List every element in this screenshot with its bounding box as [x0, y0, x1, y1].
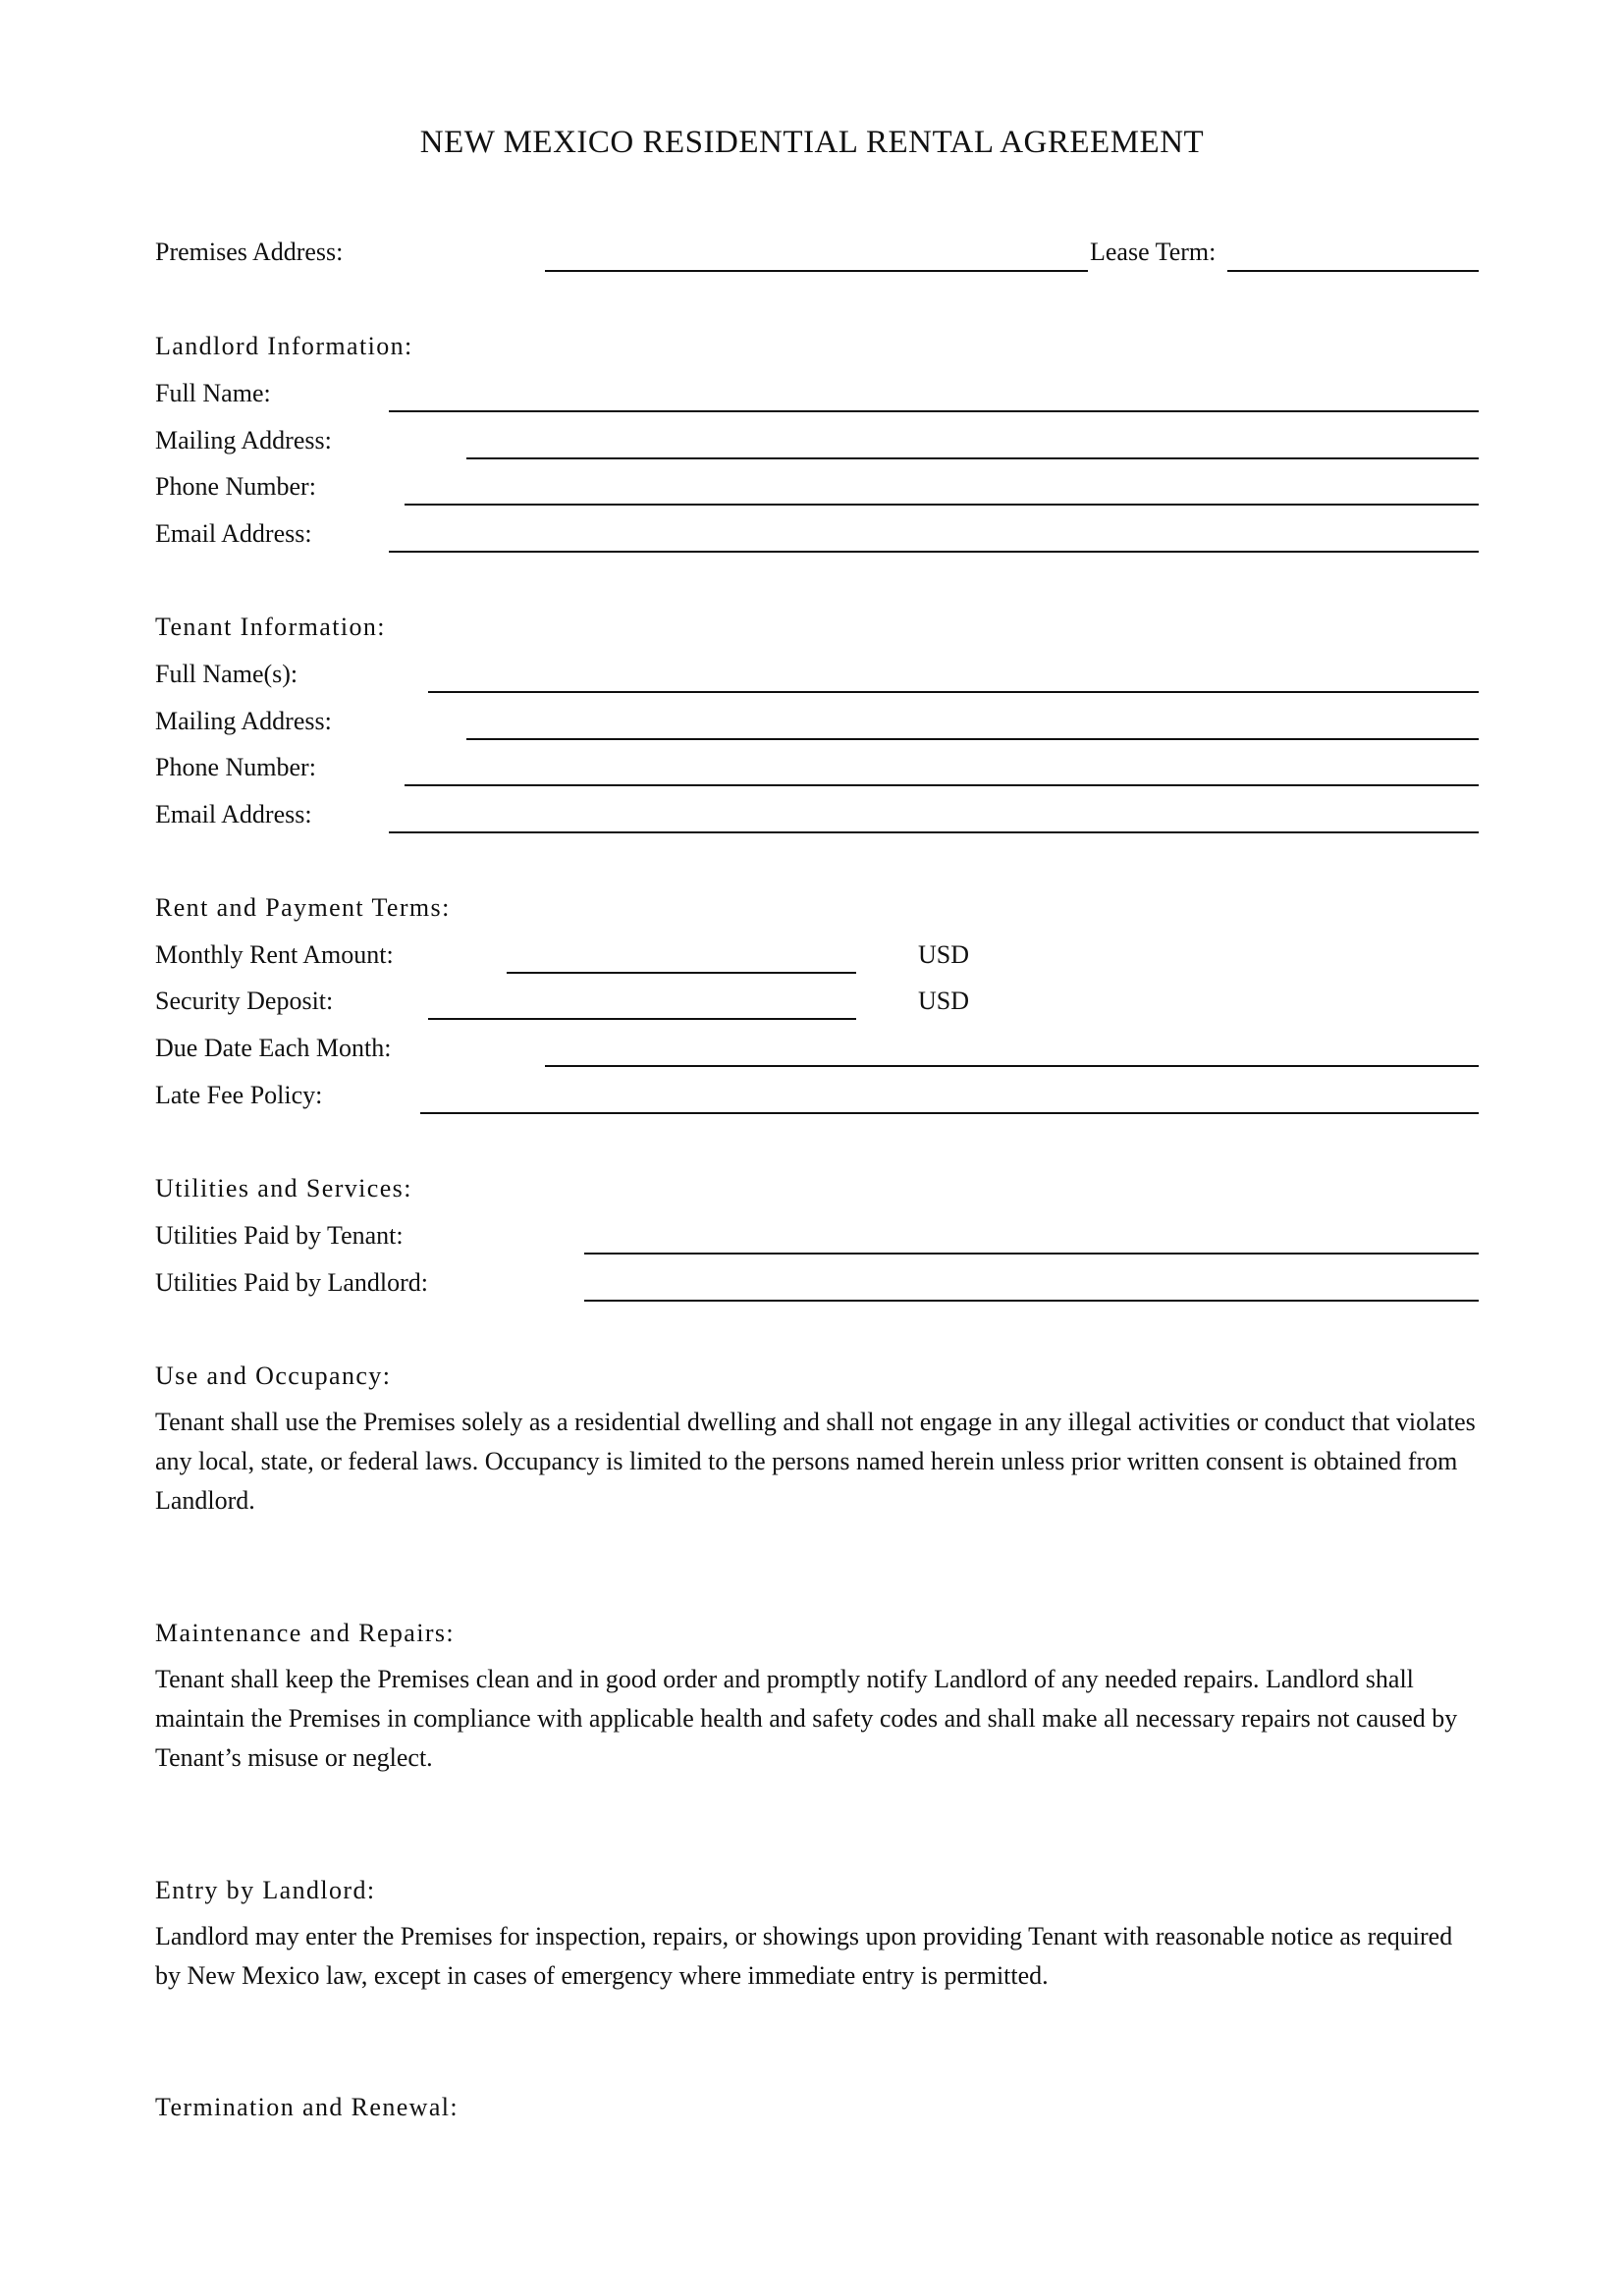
security-deposit-currency: USD	[918, 987, 970, 1015]
landlord-email-field[interactable]	[389, 551, 1479, 553]
maintenance-paragraph: Tenant shall keep the Premises clean and in good order and promptly notify Landlord of any needed repairs. Landlord shall maintain the Premises in compliance with applicable health and safety codes and shall make all necessary repairs not caused by Tenant’s misuse or neglect.	[155, 1665, 1458, 1772]
tenant-phone-field[interactable]	[405, 784, 1479, 786]
landlord-full-name-field[interactable]	[389, 410, 1479, 412]
lease-term-field[interactable]	[1227, 270, 1479, 272]
late-fee-field[interactable]	[420, 1112, 1479, 1114]
tenant-email-label: Email Address:	[155, 800, 312, 828]
lease-term-label: Lease Term:	[1090, 238, 1217, 266]
tenant-mailing-address-label: Mailing Address:	[155, 707, 332, 735]
entry-heading: Entry by Landlord:	[155, 1876, 376, 1904]
due-date-label: Due Date Each Month:	[155, 1034, 392, 1062]
utilities-section-heading: Utilities and Services:	[155, 1174, 412, 1202]
premises-address-label: Premises Address:	[155, 238, 344, 266]
security-deposit-label: Security Deposit:	[155, 987, 334, 1015]
use-occupancy-heading: Use and Occupancy:	[155, 1362, 392, 1390]
tenant-section-heading: Tenant Information:	[155, 613, 386, 641]
utilities-landlord-field[interactable]	[584, 1300, 1479, 1302]
landlord-mailing-address-field[interactable]	[466, 457, 1479, 459]
use-occupancy-paragraph: Tenant shall use the Premises solely as a residential dwelling and shall not engage in any illegal activities or conduct that violates any local, state, or federal laws. Occupancy is limited to the persons named herein unless prior written consent is obtained from Landlord.	[155, 1408, 1476, 1515]
entry-paragraph: Landlord may enter the Premises for inspection, repairs, or showings upon providing Tenant with reasonable notice as required by New Mexico law, except in cases of emergency where immediate entry is permitted.	[155, 1922, 1453, 1990]
rent-section-heading: Rent and Payment Terms:	[155, 893, 451, 922]
tenant-email-field[interactable]	[389, 831, 1479, 833]
monthly-rent-currency: USD	[918, 940, 970, 969]
landlord-phone-field[interactable]	[405, 504, 1479, 506]
termination-heading: Termination and Renewal:	[155, 2093, 460, 2121]
monthly-rent-field[interactable]	[507, 972, 856, 974]
maintenance-heading: Maintenance and Repairs:	[155, 1619, 456, 1647]
tenant-full-names-field[interactable]	[428, 691, 1479, 693]
utilities-tenant-field[interactable]	[584, 1253, 1479, 1255]
utilities-landlord-label: Utilities Paid by Landlord:	[155, 1268, 429, 1297]
landlord-section-heading: Landlord Information:	[155, 332, 413, 360]
landlord-phone-label: Phone Number:	[155, 472, 316, 501]
premises-address-field[interactable]	[545, 270, 1088, 272]
landlord-mailing-address-label: Mailing Address:	[155, 426, 332, 454]
tenant-phone-label: Phone Number:	[155, 753, 316, 781]
monthly-rent-label: Monthly Rent Amount:	[155, 940, 394, 969]
security-deposit-field[interactable]	[428, 1018, 856, 1020]
due-date-field[interactable]	[545, 1065, 1479, 1067]
late-fee-label: Late Fee Policy:	[155, 1081, 323, 1109]
utilities-tenant-label: Utilities Paid by Tenant:	[155, 1221, 404, 1250]
tenant-full-names-label: Full Name(s):	[155, 660, 298, 688]
landlord-full-name-label: Full Name:	[155, 379, 271, 407]
tenant-mailing-address-field[interactable]	[466, 738, 1479, 740]
page-title: NEW MEXICO RESIDENTIAL RENTAL AGREEMENT	[419, 125, 1205, 160]
landlord-email-label: Email Address:	[155, 519, 312, 548]
